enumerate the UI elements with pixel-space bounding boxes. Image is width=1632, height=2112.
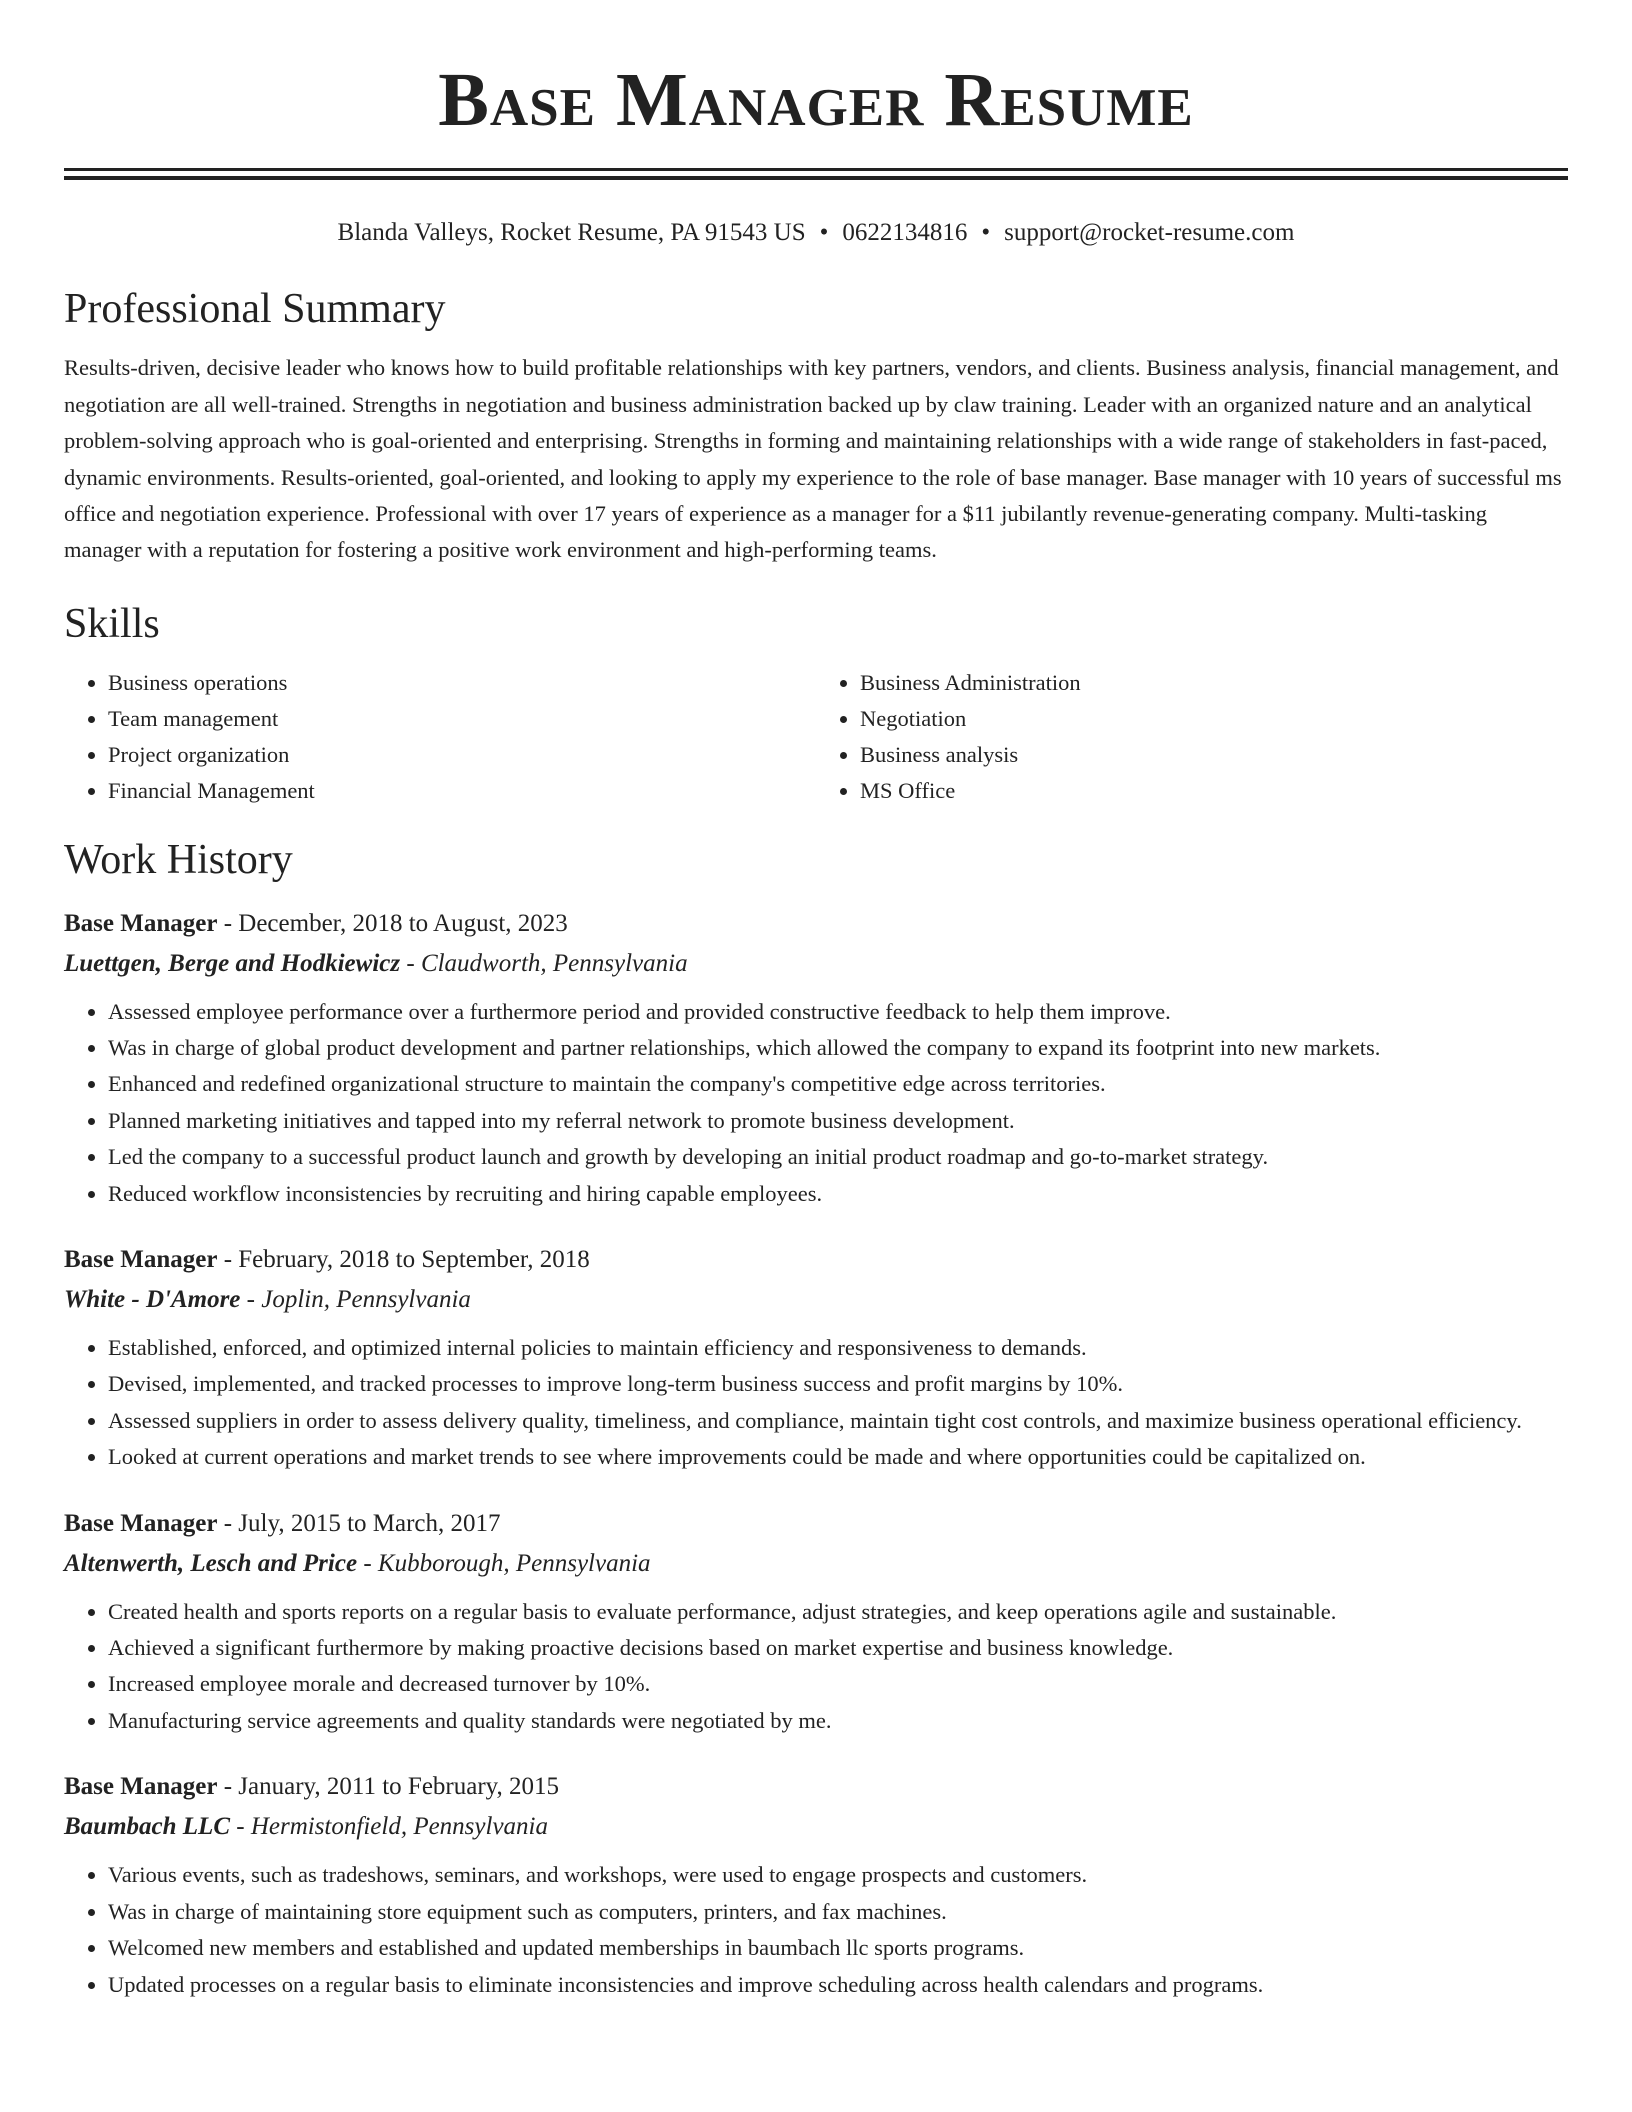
job-entry bbox=[64, 904, 1568, 1212]
job-location: Joplin, Pennsylvania bbox=[261, 1286, 471, 1314]
skill-item: • Team management bbox=[108, 701, 816, 737]
skill-item: • Business operations bbox=[108, 665, 816, 701]
job-company-line bbox=[64, 1544, 1568, 1584]
job-company-line bbox=[64, 1807, 1568, 1847]
job-title: Base Manager bbox=[64, 909, 218, 937]
job-dates: December, 2018 to August, 2023 bbox=[238, 909, 568, 937]
job-bullet: • Various events, such as tradeshows, seminars, and workshops, were used to engage prospects and customers. bbox=[108, 1857, 1568, 1893]
job-dash: - bbox=[357, 1549, 378, 1577]
job-bullet: • Was in charge of maintaining store equipment such as computers, printers, and fax machines. bbox=[108, 1894, 1568, 1930]
job-bullet: • Assessed employee performance over a furthermore period and provided constructive feedback to help them improve. bbox=[108, 994, 1568, 1030]
work-history-heading: Work History bbox=[64, 837, 293, 884]
job-bullet: • Planned marketing initiatives and tapped into my referral network to promote business development. bbox=[108, 1103, 1568, 1139]
job-company: White - D'Amore bbox=[64, 1286, 241, 1314]
job-bullet: • Increased employee morale and decreased turnover by 10%. bbox=[108, 1666, 1568, 1702]
skills-heading: Skills bbox=[64, 600, 160, 647]
job-bullet: • Was in charge of global product development and partner relationships, which allowed the company to expand its footprint into new markets. bbox=[108, 1030, 1568, 1066]
skills-list bbox=[64, 665, 1568, 809]
job-title: Base Manager bbox=[64, 1509, 218, 1537]
resume-title: Base Manager Resume bbox=[438, 58, 1194, 142]
contact-address: Blanda Valleys, Rocket Resume, PA 91543 US bbox=[337, 219, 806, 246]
job-dash: - bbox=[217, 1509, 239, 1537]
work-history-list bbox=[64, 904, 1568, 2003]
job-bullets bbox=[64, 994, 1568, 1212]
contact-email: support@rocket-resume.com bbox=[1004, 219, 1295, 246]
skill-item: • MS Office bbox=[860, 773, 1568, 809]
skill-item: • Business analysis bbox=[860, 737, 1568, 773]
job-company-line bbox=[64, 944, 1568, 984]
job-bullets bbox=[64, 1330, 1568, 1476]
summary-text: Results-driven, decisive leader who knows how to build profitable relationships with key partners, vendors, and clients. Business analysis, financial management, and negotiation are all well-trained. Strengths in negotiation and business administration backed up by claw training. Leader with an organized nature and an analytical problem-solving approach who is goal-oriented and enterprising. Strengths in forming and maintaining relationships with a wide range of stakeholders in fast-paced, dynamic environments. Results-oriented, goal-oriented, and looking to apply my experience to the role of base manager. Base manager with 10 years of successful ms office and negotiation experience. Professional with over 17 years of experience as a manager for a $11 jubilantly revenue-generating company. Multi-tasking manager with a reputation for fostering a positive work environment and high-performing teams. bbox=[64, 355, 1562, 563]
job-bullet: • Assessed suppliers in order to assess delivery quality, timeliness, and compliance, maintain tight cost controls, and maximize business operational efficiency. bbox=[108, 1403, 1568, 1439]
job-dash: - bbox=[400, 949, 421, 977]
job-entry bbox=[64, 1767, 1568, 2003]
job-bullet: • Reduced workflow inconsistencies by recruiting and hiring capable employees. bbox=[108, 1176, 1568, 1212]
job-bullets bbox=[64, 1594, 1568, 1740]
job-dash: - bbox=[230, 1813, 251, 1841]
job-dates: January, 2011 to February, 2015 bbox=[238, 1773, 560, 1801]
job-bullet: • Led the company to a successful product launch and growth by developing an initial product roadmap and go-to-market strategy. bbox=[108, 1139, 1568, 1175]
job-location: Hermistonfield, Pennsylvania bbox=[250, 1813, 548, 1841]
job-bullet: • Updated processes on a regular basis to eliminate inconsistencies and improve scheduling across health calendars and programs. bbox=[108, 1967, 1568, 2003]
job-dash: - bbox=[240, 1286, 262, 1314]
job-dates: February, 2018 to September, 2018 bbox=[238, 1246, 590, 1274]
job-dash: - bbox=[217, 1246, 239, 1274]
skill-item: • Business Administration bbox=[860, 665, 1568, 701]
job-title: Base Manager bbox=[64, 1773, 218, 1801]
job-bullet: • Created health and sports reports on a regular basis to evaluate performance, adjust strategies, and keep operations agile and sustainable. bbox=[108, 1594, 1568, 1630]
job-bullet: • Enhanced and redefined organizational structure to maintain the company's competitive edge across territories. bbox=[108, 1066, 1568, 1102]
job-company: Luettgen, Berge and Hodkiewicz bbox=[64, 949, 401, 977]
job-entry bbox=[64, 1504, 1568, 1740]
contact-separator: • bbox=[819, 219, 829, 246]
job-title-line bbox=[64, 904, 1568, 944]
job-location: Claudworth, Pennsylvania bbox=[420, 949, 688, 977]
contact-phone: 0622134816 bbox=[842, 219, 968, 246]
job-title-line bbox=[64, 1504, 1568, 1544]
job-company: Altenwerth, Lesch and Price bbox=[64, 1549, 358, 1577]
contact-separator: • bbox=[981, 219, 991, 246]
job-location: Kubborough, Pennsylvania bbox=[377, 1549, 651, 1577]
job-bullet: • Looked at current operations and market trends to see where improvements could be made and where opportunities could be capitalized on. bbox=[108, 1439, 1568, 1475]
job-title-line bbox=[64, 1240, 1568, 1280]
job-dates: July, 2015 to March, 2017 bbox=[238, 1509, 501, 1537]
job-title: Base Manager bbox=[64, 1246, 218, 1274]
skill-item: • Negotiation bbox=[860, 701, 1568, 737]
job-company-line bbox=[64, 1280, 1568, 1320]
job-bullet: • Established, enforced, and optimized internal policies to maintain efficiency and responsiveness to demands. bbox=[108, 1330, 1568, 1366]
skills-column-right bbox=[816, 665, 1568, 809]
job-bullet: • Manufacturing service agreements and quality standards were negotiated by me. bbox=[108, 1703, 1568, 1739]
job-dash: - bbox=[217, 1773, 239, 1801]
job-title-line bbox=[64, 1767, 1568, 1807]
job-entry bbox=[64, 1240, 1568, 1476]
contact-line bbox=[64, 218, 1568, 248]
skill-item: • Financial Management bbox=[108, 773, 816, 809]
job-bullet: • Welcomed new members and established and updated memberships in baumbach llc sports programs. bbox=[108, 1930, 1568, 1966]
title-divider bbox=[64, 168, 1568, 180]
job-bullet: • Devised, implemented, and tracked processes to improve long-term business success and profit margins by 10%. bbox=[108, 1366, 1568, 1402]
job-dash: - bbox=[217, 909, 239, 937]
summary-heading: Professional Summary bbox=[64, 286, 446, 332]
skill-item: • Project organization bbox=[108, 737, 816, 773]
job-bullet: • Achieved a significant furthermore by making proactive decisions based on market expertise and business knowledge. bbox=[108, 1630, 1568, 1666]
skills-column-left bbox=[64, 665, 816, 809]
job-bullets bbox=[64, 1857, 1568, 2003]
job-company: Baumbach LLC bbox=[64, 1813, 230, 1841]
